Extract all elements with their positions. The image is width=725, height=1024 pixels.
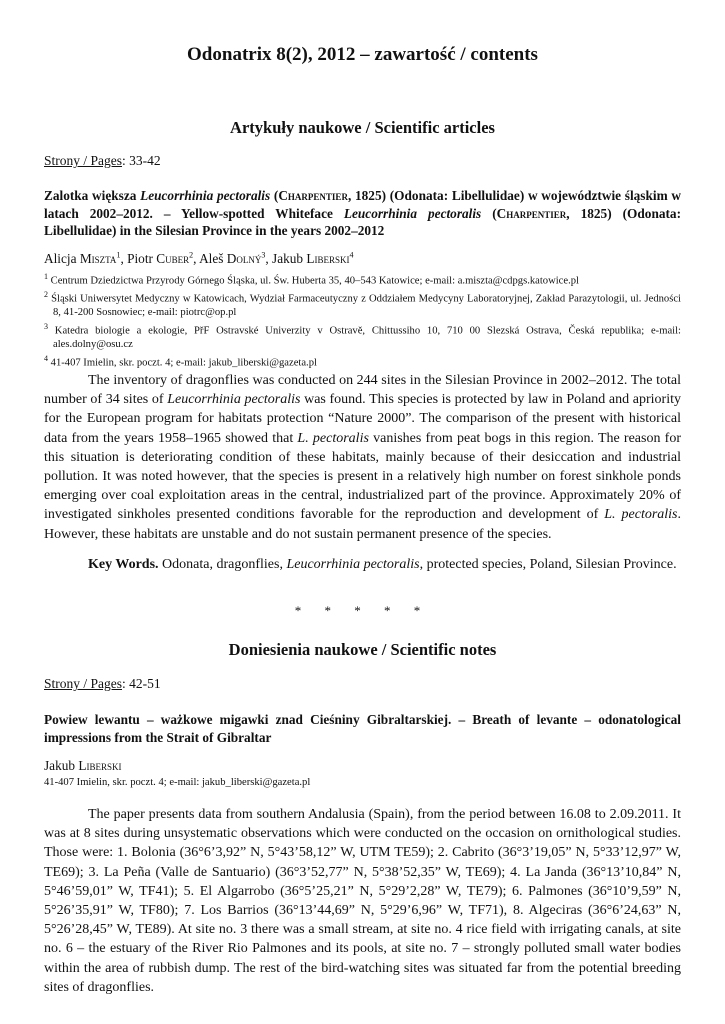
affiliation: $^2$ Śląski Uniwersytet Medyczny w Katowicach, Wydział Farmaceutyczny z Oddziałem Medycyny Laboratoryjnej, Zakład Parazytologii, ul. Jedności 8, 41-200 Sosnowiec; e-mail: piotrc@op.pl [44,290,681,319]
author: Alicja Miszta$^1$, [44,251,128,267]
affiliation: $^4$ 41-407 Imielin, skr. poczt. 4; e-mail: jakub_liberski@gazeta.pl [44,353,317,369]
author: Piotr Cuber$^2$, [127,251,200,267]
affiliation: $^1$ Centrum Dziedzictwa Przyrody Górnego Śląska, ul. Św. Huberta 35, 40–543 Katowice; e-mail: a.miszta@cdpgs.katowice.pl [44,272,579,287]
species-name: Leucorrhinia pectoralis [140,188,271,203]
note-author: Jakub Liberski [44,758,122,773]
title-text: , 1825) (Odonata: Libellulidae) in the Silesian Province in the years 2002–2012 [44,205,681,238]
species-name: Leucorrhinia pectoralis [286,557,420,572]
pages-line-notes [44,676,161,692]
abstract: The inventory of dragonflies was conducted on 244 sites in the Silesian Province in 2002–2012. The total number of 34 sites of Leucorrhinia pectoralis was found. This species is protected by law in Poland and apriority for the European program for habitats protection “Nature 2000”. The comparison of the present with historical data from the years 1958–1965 showed that L. pectoralis vanishes from peat bogs in this region. The reason for this situation is deteriorating condition of these habitats, mainly because of their desiccation and industrial pollution. It was noted however, that the species is present in a relatively high number on forest sinkhole ponds emerging over coal exploitation areas in the central, industrialized part of the province. Approximately 20% of investigated sinkholes presented conditions favorable for the reproduction and development of L. pectoralis. However, these habitats are unstable and do not sustain permanent presence of the species. [44,373,682,542]
author: Aleš Dolný$^3$, [199,251,273,267]
title-text: , 1825) (Odonata: Libellulidae) w województwie śląskim w latach 2002–2012. – Yellow-spotted Whiteface [44,188,681,221]
section-heading-notes: Doniesienia naukowe / Scientific notes [228,640,497,659]
keywords-label: Key Words. [88,557,159,572]
note-title: Powiew lewantu – ważkowe migawki znad Cieśniny Gibraltarskiej. – Breath of levante – odonatological impressions from the Strait of Gibraltar [44,712,681,745]
species-name: Leucorrhinia pectoralis [343,205,482,221]
title-text: ( [481,205,497,221]
pages-line-articles [44,153,161,169]
species-author: Charpentier [278,188,348,203]
species-name: Leucorrhinia pectoralis [167,392,301,408]
author-list [44,251,354,267]
article-title [44,187,681,240]
pages-label: Strony / Pages [44,153,123,168]
keywords: Key Words. Odonata, dragonflies, Leucorrhinia pectoralis, protected species, Poland, Silesian Province. [88,557,677,572]
section-heading-articles: Artykuły naukowe / Scientific articles [230,118,495,137]
species-name: L. pectoralis [604,507,678,523]
author: Jakub Liberski$^4$ [272,251,354,267]
species-name: L. pectoralis [297,430,369,446]
note-abstract: The paper presents data from southern Andalusia (Spain), from the period between 16.08 to 2.09.2011. It was at 8 sites during unsystematic observations which were conducted on the occasion on ornithological studies. Those were: 1. Bolonia (36°6’3,92” N, 5°43’58,12” W, UTM TE59); 2. Cabrito (36°3’19,05” N, 5°33’12,97” W, TE69); 3. La Peña (Valle de Santuario) (36°3’52,77” N, 5°38’52,35” W, TE69); 4. La Janda (36°13’10,84” N, 5°46’59,01” W, TF41); 5. El Algarrobo (36°5’25,21” N, 5°29’2,28” W, TE79); 6. Palmones (36°10’9,59” N, 5°26’35,91” W, TF80); 7. Los Barrios (36°13’44,69” N, 5°29’6,96” W, TF71), 8. Algeciras (36°6’24,63” N, 5°26’28,45” W, TE89). At site no. 3 there was a small stream, at site no. 4 rice field with irrigating canals, at site no. 6 – the estuary of the River Rio Palmones and its pools, at site no. 7 – strongly polluted small water bodies within the area of rubbish dump. The rest of the bird-watching sites was situated far from the potential breeding sites of dragonflies. [44,807,681,995]
pages-value: : 33-42 [122,153,161,168]
pages-label: Strony / Pages [44,676,123,691]
affiliations [44,270,681,370]
pages-value: : 42-51 [122,676,161,691]
title-text: Zalotka większa [44,188,141,203]
title-text: ( [270,188,279,203]
page-title: Odonatrix 8(2), 2012 – zawartość / contents [187,44,538,65]
section-separator: * * * * * [294,603,431,618]
affiliation: $^3$ Katedra biologie a ekologie, PřF Ostravské Univerzity v Ostravě, Chittussiho 10, 710 00 Slezská Ostrava, Česká republika; e-mail: ales.dolny@osu.cz [44,321,681,350]
species-author: Charpentier [496,205,567,221]
note-affiliation: 41-407 Imielin, skr. poczt. 4; e-mail: jakub_liberski@gazeta.pl [44,777,311,788]
